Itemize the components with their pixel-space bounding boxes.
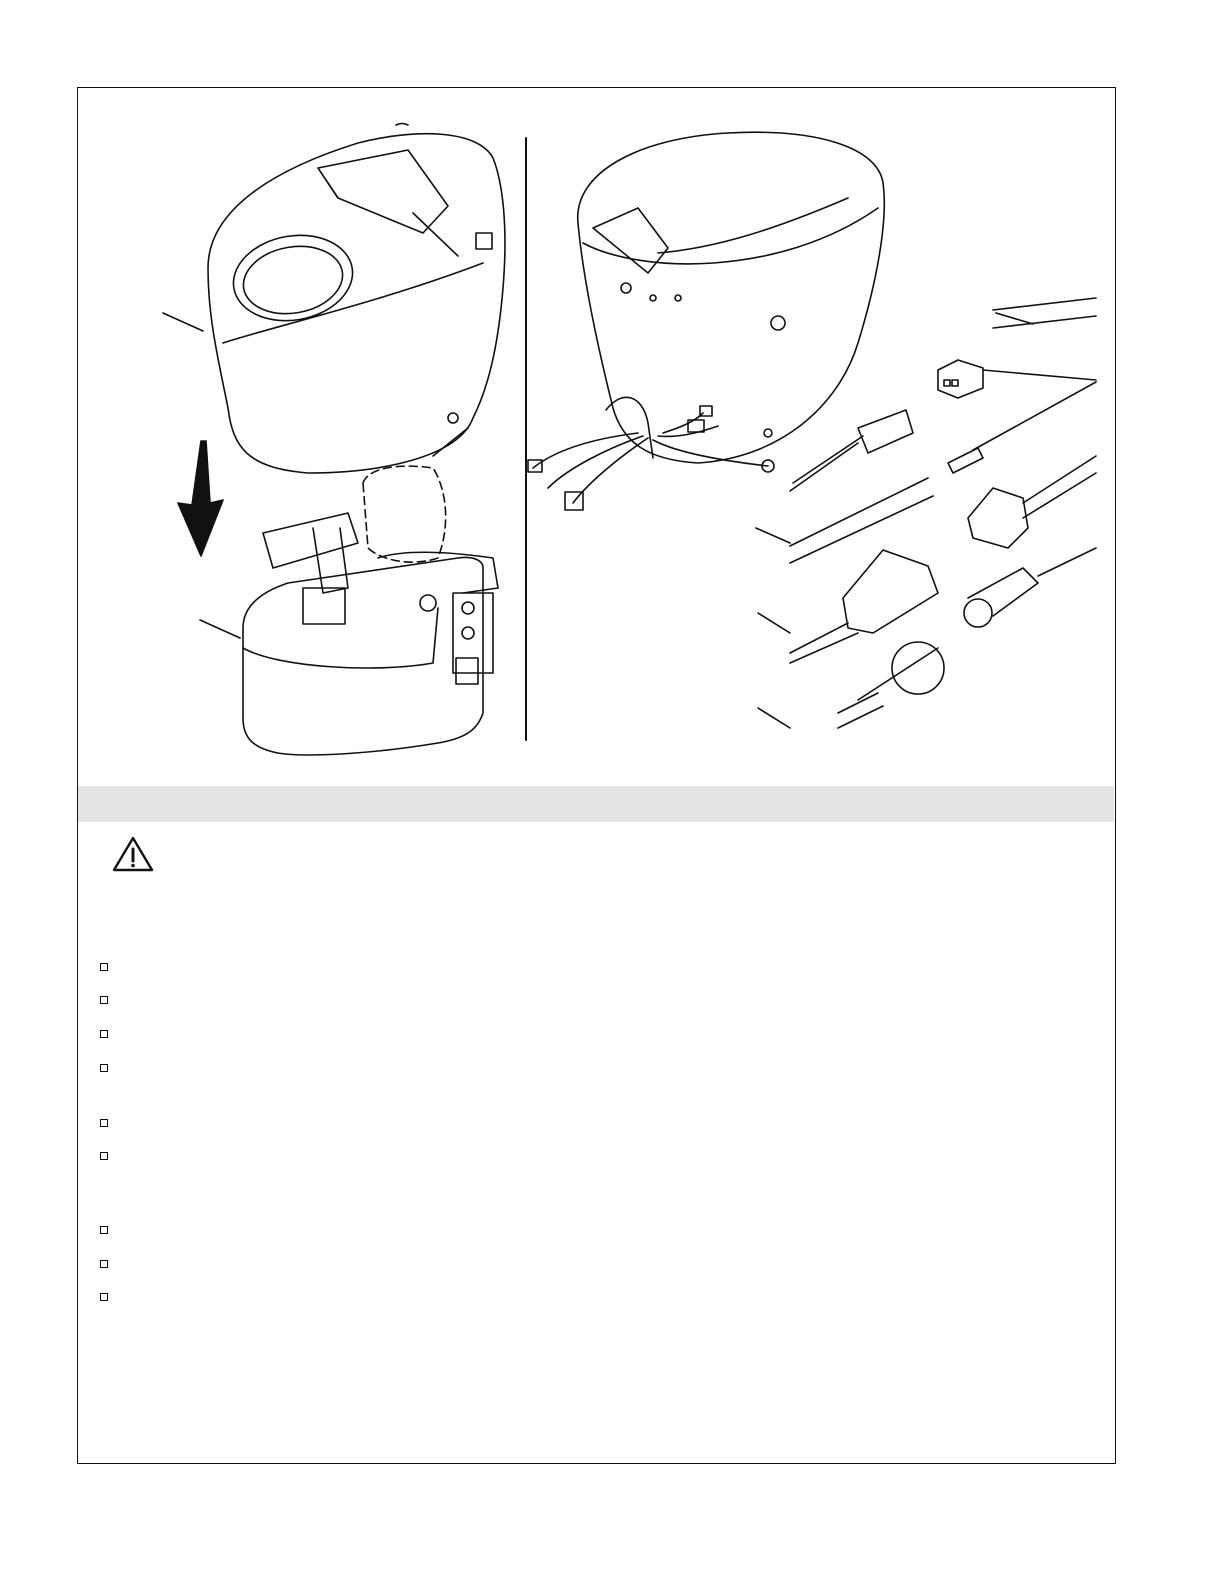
connector-set	[756, 298, 1096, 728]
checkbox[interactable]	[100, 1260, 108, 1268]
toilet-base-unit	[200, 428, 498, 755]
checkbox[interactable]	[100, 1119, 108, 1127]
wire-harness	[528, 406, 774, 510]
checkbox[interactable]	[100, 1293, 108, 1301]
checkbox[interactable]	[100, 1030, 108, 1038]
toilet-rear-view	[578, 132, 885, 463]
checkbox[interactable]	[100, 963, 108, 971]
checkbox[interactable]	[100, 1152, 108, 1160]
down-arrow-icon	[178, 441, 223, 556]
checkbox[interactable]	[100, 1226, 108, 1234]
toilet-top-unit	[163, 124, 505, 474]
checklist	[100, 88, 110, 1463]
warning-triangle-icon	[111, 834, 155, 874]
page-frame	[77, 87, 1116, 1464]
checkbox[interactable]	[100, 1064, 108, 1072]
section-header-bar	[78, 786, 1114, 822]
checkbox[interactable]	[100, 996, 108, 1004]
installation-illustration	[78, 88, 1114, 788]
